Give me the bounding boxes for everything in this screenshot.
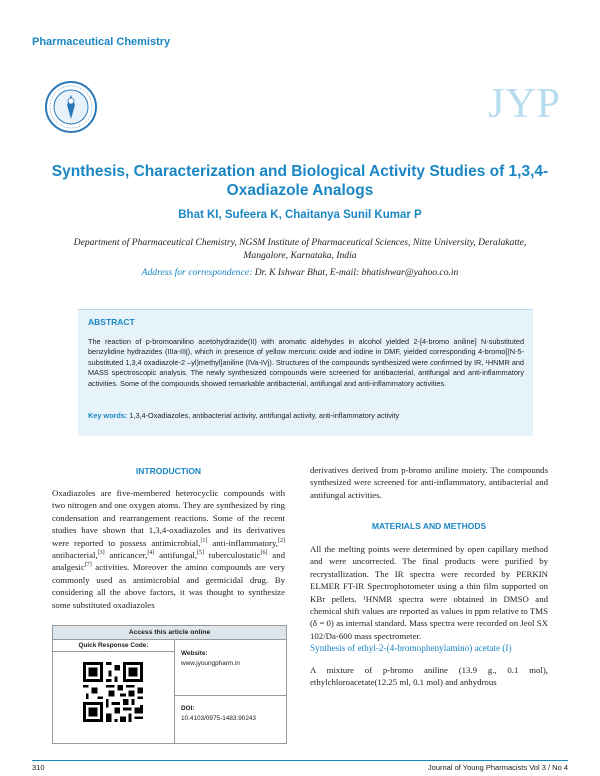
article-affiliation: Department of Pharmaceutical Chemistry, NGSM Institute of Pharmaceutical Sciences, Nitte University, Deralakatte, Mangalore, Karnataka, India	[73, 237, 527, 261]
journal-logo: JYP	[488, 81, 562, 127]
abstract-heading: ABSTRACT	[88, 317, 135, 327]
keywords	[88, 411, 528, 420]
website-cell	[175, 640, 286, 696]
synthesis-subheading: Synthesis of ethyl-2-(4-bromophenylamino) acetate (I)	[310, 643, 512, 653]
website-label: Website:	[181, 650, 208, 657]
qr-label: Quick Response Code:	[53, 640, 175, 652]
materials-heading: MATERIALS AND METHODS	[371, 521, 487, 531]
qr-cell	[53, 652, 175, 743]
page-number: 310	[32, 763, 45, 772]
doi-cell	[175, 696, 286, 743]
section-label: Pharmaceutical Chemistry	[32, 36, 171, 48]
journal-footer: Journal of Young Pharmacists Vol 3 / No 4	[427, 763, 568, 772]
correspondence	[40, 267, 560, 278]
qr-code-icon[interactable]	[83, 662, 143, 722]
keywords-text: 1,3,4-Oxadiazoles, antibacterial activity, antifungal activity, anti-inflammatory activity	[129, 411, 400, 420]
association-logo-icon	[44, 80, 98, 134]
introduction-heading: INTRODUCTION	[135, 466, 202, 476]
intro-continuation: derivatives derived from p-bromo aniline moiety. The compounds synthesized were screened for anti-inflammatory, antibacterial and antifungal activities.	[310, 465, 548, 500]
synthesis-paragraph: A mixture of p-bromo aniline (13.9 g., 0.1 mol), ethylchloroacetate(12.25 ml, 0.1 mol) and anhydrous	[310, 665, 548, 688]
materials-paragraph: All the melting points were determined by open capillary method and were uncorrected. The final products were purified by recrystallization. The IR spectra were recorded by PERKIN ELMER FT-IR Spectrophotometer using a thin film supported on KBr pellets. ¹HNMR spectra were obtained in DMSO and chemical shift values are reported as values in ppm relative to TMS (δ = 0) as internal standard. Mass spectra were recorded on Jeol SX 102/Da-600 mass spectrometer.	[310, 544, 548, 641]
access-heading: Access this article online	[53, 626, 286, 640]
article-title: Synthesis, Characterization and Biological Activity Studies of 1,3,4-Oxadiazole Analogs	[51, 163, 549, 199]
doi-link[interactable]: 10.4103/0975-1483.90243	[181, 715, 256, 722]
introduction-paragraph: Oxadiazoles are five-membered heterocyclic compounds with two nitrogen and one oxygen atoms. They are synthesized by ring condensation and rearrangement reactions. Some of the recent studies have shown that 1,3,4-oxadiazoles and its derivatives were reported to possess antimicrobial,[1] anti-inflammatory,[2] antibacterial,[3] anticancer,[4] antifungal,[5] tuberculostatic[6] and analgesic[7] activities. Moreover the amino compounds are very commonly used as antimicrobial and germicidal drug. By considering all the above factors, it was thought to synthesize some substituted oxadiazoles	[52, 488, 285, 610]
keywords-label: Key words:	[88, 411, 128, 420]
access-article-box	[52, 625, 287, 744]
correspondence-text: Dr. K Ishwar Bhat, E-mail: bhatishwar@yahoo.co.in	[254, 267, 459, 278]
abstract-text: The reaction of p-bromoanilino acetohydrazide(II) with aromatic aldehydes in alcohol yielded 2-[4-bromo aniline] N-substituted benzylidine hydrazides (IIIa-IIIj), which in presence of yellow mercuric oxide and iodine in DMF, yielded corresponding 4-bromo[(N-5-substituted 1,3,4 oxadiazole-2 –yl)methyl]aniline (IVa-IVj). Structures of the compounds synthesized were confirmed by IR, ¹HNMR and MASS spectroscopic analysis. The newly synthesized compounds were screened for antibacterial, antifungal and anti-inflammatory activities. Some of the compounds showed remarkable antibacterial, antifungal and anti-inflammatory activities.	[88, 337, 524, 388]
article-authors: Bhat KI, Sufeera K, Chaitanya Sunil Kumar P	[178, 209, 422, 221]
website-link[interactable]: www.jyoungpharm.in	[181, 660, 240, 667]
doi-label: DOI:	[181, 705, 195, 712]
footer-rule	[32, 760, 568, 761]
correspondence-label: Address for correspondence:	[141, 267, 253, 278]
